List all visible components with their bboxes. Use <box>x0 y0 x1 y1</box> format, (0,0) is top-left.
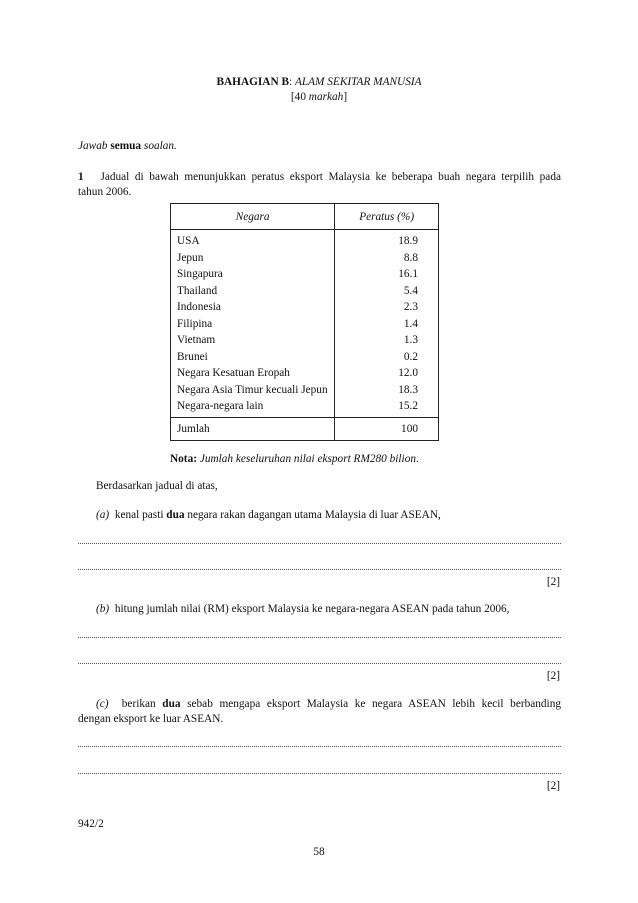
answer-line-b1[interactable] <box>78 637 561 638</box>
country-cell: Thailand <box>177 284 218 297</box>
percent-cell: 0.2 <box>403 350 418 363</box>
answer-line-c2[interactable] <box>78 773 561 774</box>
country-cell: Filipina <box>177 317 213 330</box>
country-cell: Brunei <box>177 350 208 363</box>
question-number: 1 <box>78 171 84 183</box>
part-a-text: (a) kenal pasti dua negara rakan dagangan utama Malaysia di luar ASEAN, <box>96 509 441 521</box>
header-percent: Peratus (%) <box>335 204 439 230</box>
section-marks: [40 markah] <box>290 91 348 103</box>
part-c-line-2: dengan eksport ke luar ASEAN. <box>78 713 224 725</box>
note: Nota: Jumlah keseluruhan nilai eksport RM280 bilion. <box>170 453 419 465</box>
country-cell: Singapura <box>177 268 223 280</box>
percent-cell: 2.3 <box>403 301 418 313</box>
percent-column <box>335 230 439 418</box>
percent-cell: 1.3 <box>403 334 418 346</box>
country-column <box>171 230 335 418</box>
answer-line-a1[interactable] <box>78 543 561 544</box>
country-cell: Negara Kesatuan Eropah <box>177 367 290 379</box>
total-label: Jumlah <box>171 417 335 440</box>
percent-cell: 8.8 <box>403 251 418 264</box>
country-cell: Negara Asia Timur kecuali Jepun <box>177 383 328 396</box>
total-value: 100 <box>335 417 439 440</box>
part-a-mark: [2] <box>546 576 560 588</box>
answer-line-a2[interactable] <box>78 569 561 570</box>
percent-cell: 1.4 <box>403 317 418 330</box>
paper-code: 942/2 <box>78 818 104 830</box>
part-b-text: (b) hitung jumlah nilai (RM) eksport Malaysia ke negara-negara ASEAN pada tahun 2006, <box>96 603 510 615</box>
section-title: BAHAGIAN B: ALAM SEKITAR MANUSIA <box>216 76 422 88</box>
percent-cell: 16.1 <box>398 268 418 280</box>
page-number: 58 <box>313 846 325 858</box>
answer-line-c1[interactable] <box>78 746 561 747</box>
country-cell: Jepun <box>177 251 204 264</box>
percent-cell: 18.9 <box>398 235 418 247</box>
answer-line-b2[interactable] <box>78 663 561 664</box>
instruction: Jawab semua soalan. <box>78 140 177 152</box>
header-country: Negara <box>171 204 335 230</box>
question-line-1: 1 Jadual di bawah menunjukkan peratus eksport Malaysia ke beberapa buah negara terpilih pada <box>78 171 561 183</box>
percent-cell: 5.4 <box>403 284 418 297</box>
percent-cell: 12.0 <box>398 367 418 379</box>
percent-cell: 18.3 <box>398 383 418 396</box>
part-c-mark: [2] <box>546 780 560 792</box>
country-cell: Indonesia <box>177 301 221 313</box>
lead-text: Berdasarkan jadual di atas, <box>96 480 218 492</box>
country-cell: USA <box>177 235 200 247</box>
percent-cell: 15.2 <box>398 400 418 412</box>
part-c-text: (c) berikan dua sebab mengapa eksport Malaysia ke negara ASEAN lebih kecil berbanding <box>96 698 561 710</box>
export-table <box>170 203 439 441</box>
part-b-mark: [2] <box>546 670 560 682</box>
country-cell: Vietnam <box>177 334 216 346</box>
country-cell: Negara-negara lain <box>177 400 264 412</box>
question-line-2: tahun 2006. <box>78 186 132 198</box>
